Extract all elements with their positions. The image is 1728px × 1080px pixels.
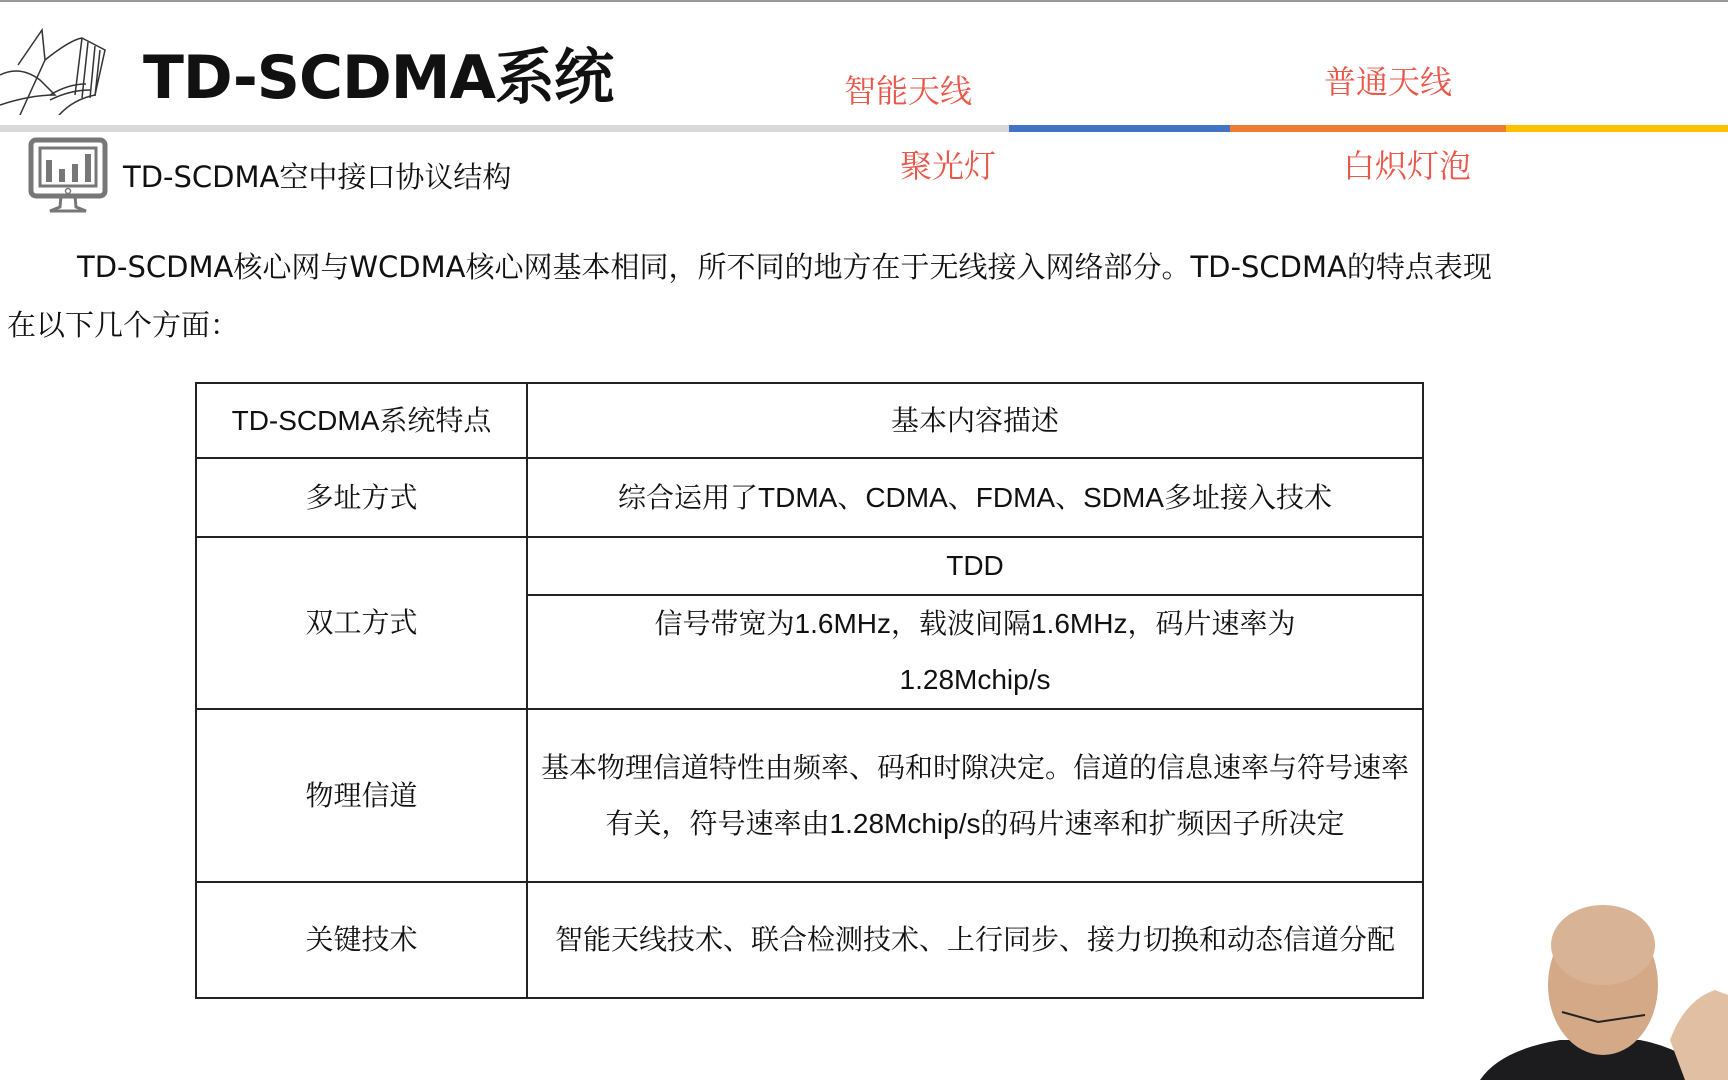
features-table [195,382,1424,999]
divider-yellow [1506,125,1728,132]
table-row [196,458,1423,537]
divider-blue [1009,125,1230,132]
divider-gray [0,125,1009,132]
description-cell: 综合运用了TDMA、CDMA、FDMA、SDMA多址接入技术 [527,458,1423,537]
description-cell: 智能天线技术、联合检测技术、上行同步、接力切换和动态信道分配 [527,882,1423,998]
annotation-spotlight: 聚光灯 [899,147,997,185]
book-icon [0,20,110,115]
feature-cell: 物理信道 [196,709,527,882]
header-description: 基本内容描述 [527,383,1423,458]
feature-cell: 关键技术 [196,882,527,998]
description-cell: TDD [527,537,1423,595]
section-subtitle: TD-SCDMA空中接口协议结构 [123,160,512,194]
top-border [0,0,1728,2]
page-title: TD-SCDMA系统 [143,43,613,113]
table-row [196,709,1423,882]
annotation-normal-antenna: 普通天线 [1323,63,1453,101]
header-feature: TD-SCDMA系统特点 [196,383,527,458]
feature-cell: 多址方式 [196,458,527,537]
annotation-smart-antenna: 智能天线 [843,72,973,110]
table-row [196,882,1423,998]
intro-paragraph-line2: 在以下几个方面： [7,308,240,342]
table-header-row [196,383,1423,458]
monitor-chart-icon [28,137,108,215]
divider-orange [1230,125,1506,132]
intro-paragraph-line1: TD-SCDMA核心网与WCDMA核心网基本相同，所不同的地方在于无线接入网络部分。TD-SCDMA的特点表现 [77,250,1492,284]
annotation-bulb: 白炽灯泡 [1342,147,1472,185]
description-cell: 基本物理信道特性由频率、码和时隙决定。信道的信息速率与符号速率有关，符号速率由1.28Mchip/s的码片速率和扩频因子所决定 [527,709,1423,882]
description-cell: 信号带宽为1.6MHz，载波间隔1.6MHz，码片速率为1.28Mchip/s [527,595,1423,709]
presenter-video [1470,900,1728,1080]
table-row [196,537,1423,595]
feature-cell: 双工方式 [196,537,527,709]
